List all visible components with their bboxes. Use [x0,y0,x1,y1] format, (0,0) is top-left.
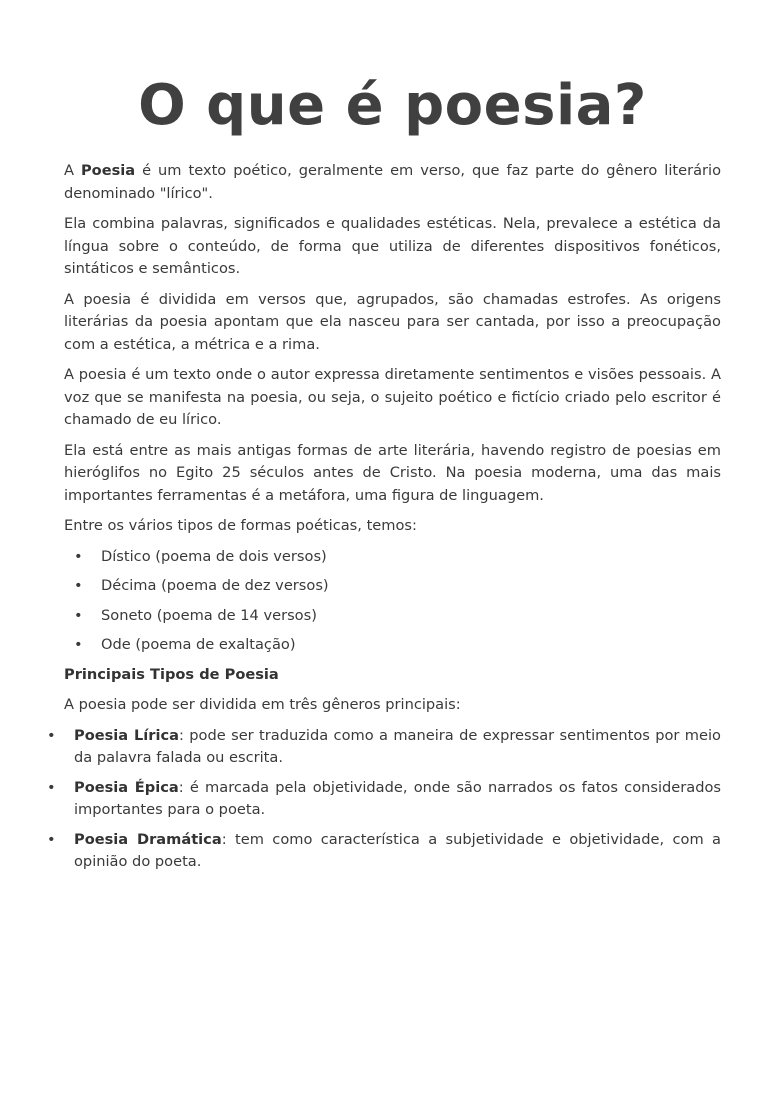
list-item-text: Dístico (poema de dois versos) [101,547,327,565]
genre-description: : pode ser traduzida como a maneira de expressar sentimentos por meio da palavra falada ou escrita. [74,726,721,766]
list-item [64,546,721,569]
list-item-text: Soneto (poema de 14 versos) [101,606,317,624]
list-item [64,634,721,657]
list-item-text: Ode (poema de exaltação) [101,636,296,653]
bullet-icon: • [47,830,56,848]
forms-intro: Entre os vários tipos de formas poéticas, temos: [64,517,417,534]
bullet-icon: • [74,547,83,565]
types-intro: A poesia pode ser dividida em três gêneros principais: [64,696,461,713]
genre-item-lirica [47,725,721,770]
genre-name: Poesia Dramática [74,830,222,848]
list-item [64,575,721,598]
genre-name: Poesia Lírica [74,726,179,744]
intro-rest: é um texto poético, geralmente em verso, que faz parte do gênero literário denominado "lírico". [64,162,721,202]
document-page [0,70,768,1094]
list-item-text: Décima (poema de dez versos) [101,577,329,594]
bullet-icon: • [74,577,83,594]
list-item [64,605,721,628]
poetic-forms-list [64,546,721,657]
bullet-icon: • [74,636,83,653]
types-heading: Principais Tipos de Poesia [64,665,279,683]
intro-term: Poesia [80,162,136,179]
bullet-icon: • [74,606,83,624]
genre-item-epica [47,777,721,822]
page-title: O que é poesia? [138,73,647,138]
paragraph-1: Ela combina palavras, significados e qualidades estéticas. Nela, prevalece a estética da língua sobre o conteúdo, de forma que utiliza de diferentes dispositivos fonéticos, sintáticos e semânticos. [64,215,721,277]
paragraph-4: Ela está entre as mais antigas formas de arte literária, havendo registro de poesias em hieróglifos no Egito 25 séculos antes de Cristo. Na poesia moderna, uma das mais importantes ferramentas é a metáfora, uma figura de linguagem. [64,441,721,504]
paragraph-2: A poesia é dividida em versos que, agrupados, são chamadas estrofes. As origens literárias da poesia apontam que ela nasceu para ser cantada, por isso a preocupação com a estética, a métrica e a rima. [64,290,721,353]
genre-list [47,725,721,874]
genre-item-dramatica [47,829,721,874]
bullet-icon: • [47,778,56,796]
genre-name: Poesia Épica [74,778,179,796]
bullet-icon: • [47,726,56,744]
genre-description: : é marcada pela objetividade, onde são narrados os fatos considerados importantes para o poeta. [74,778,722,818]
intro-prefix: A [64,162,81,179]
intro-paragraph [64,160,721,205]
genre-description: : tem como característica a subjetividade e objetividade, com a opinião do poeta. [74,830,721,870]
paragraph-3: A poesia é um texto onde o autor expressa diretamente sentimentos e visões pessoais. A voz que se manifesta na poesia, ou seja, o sujeito poético e fictício criado pelo escritor é chamado de eu lírico. [64,366,721,428]
